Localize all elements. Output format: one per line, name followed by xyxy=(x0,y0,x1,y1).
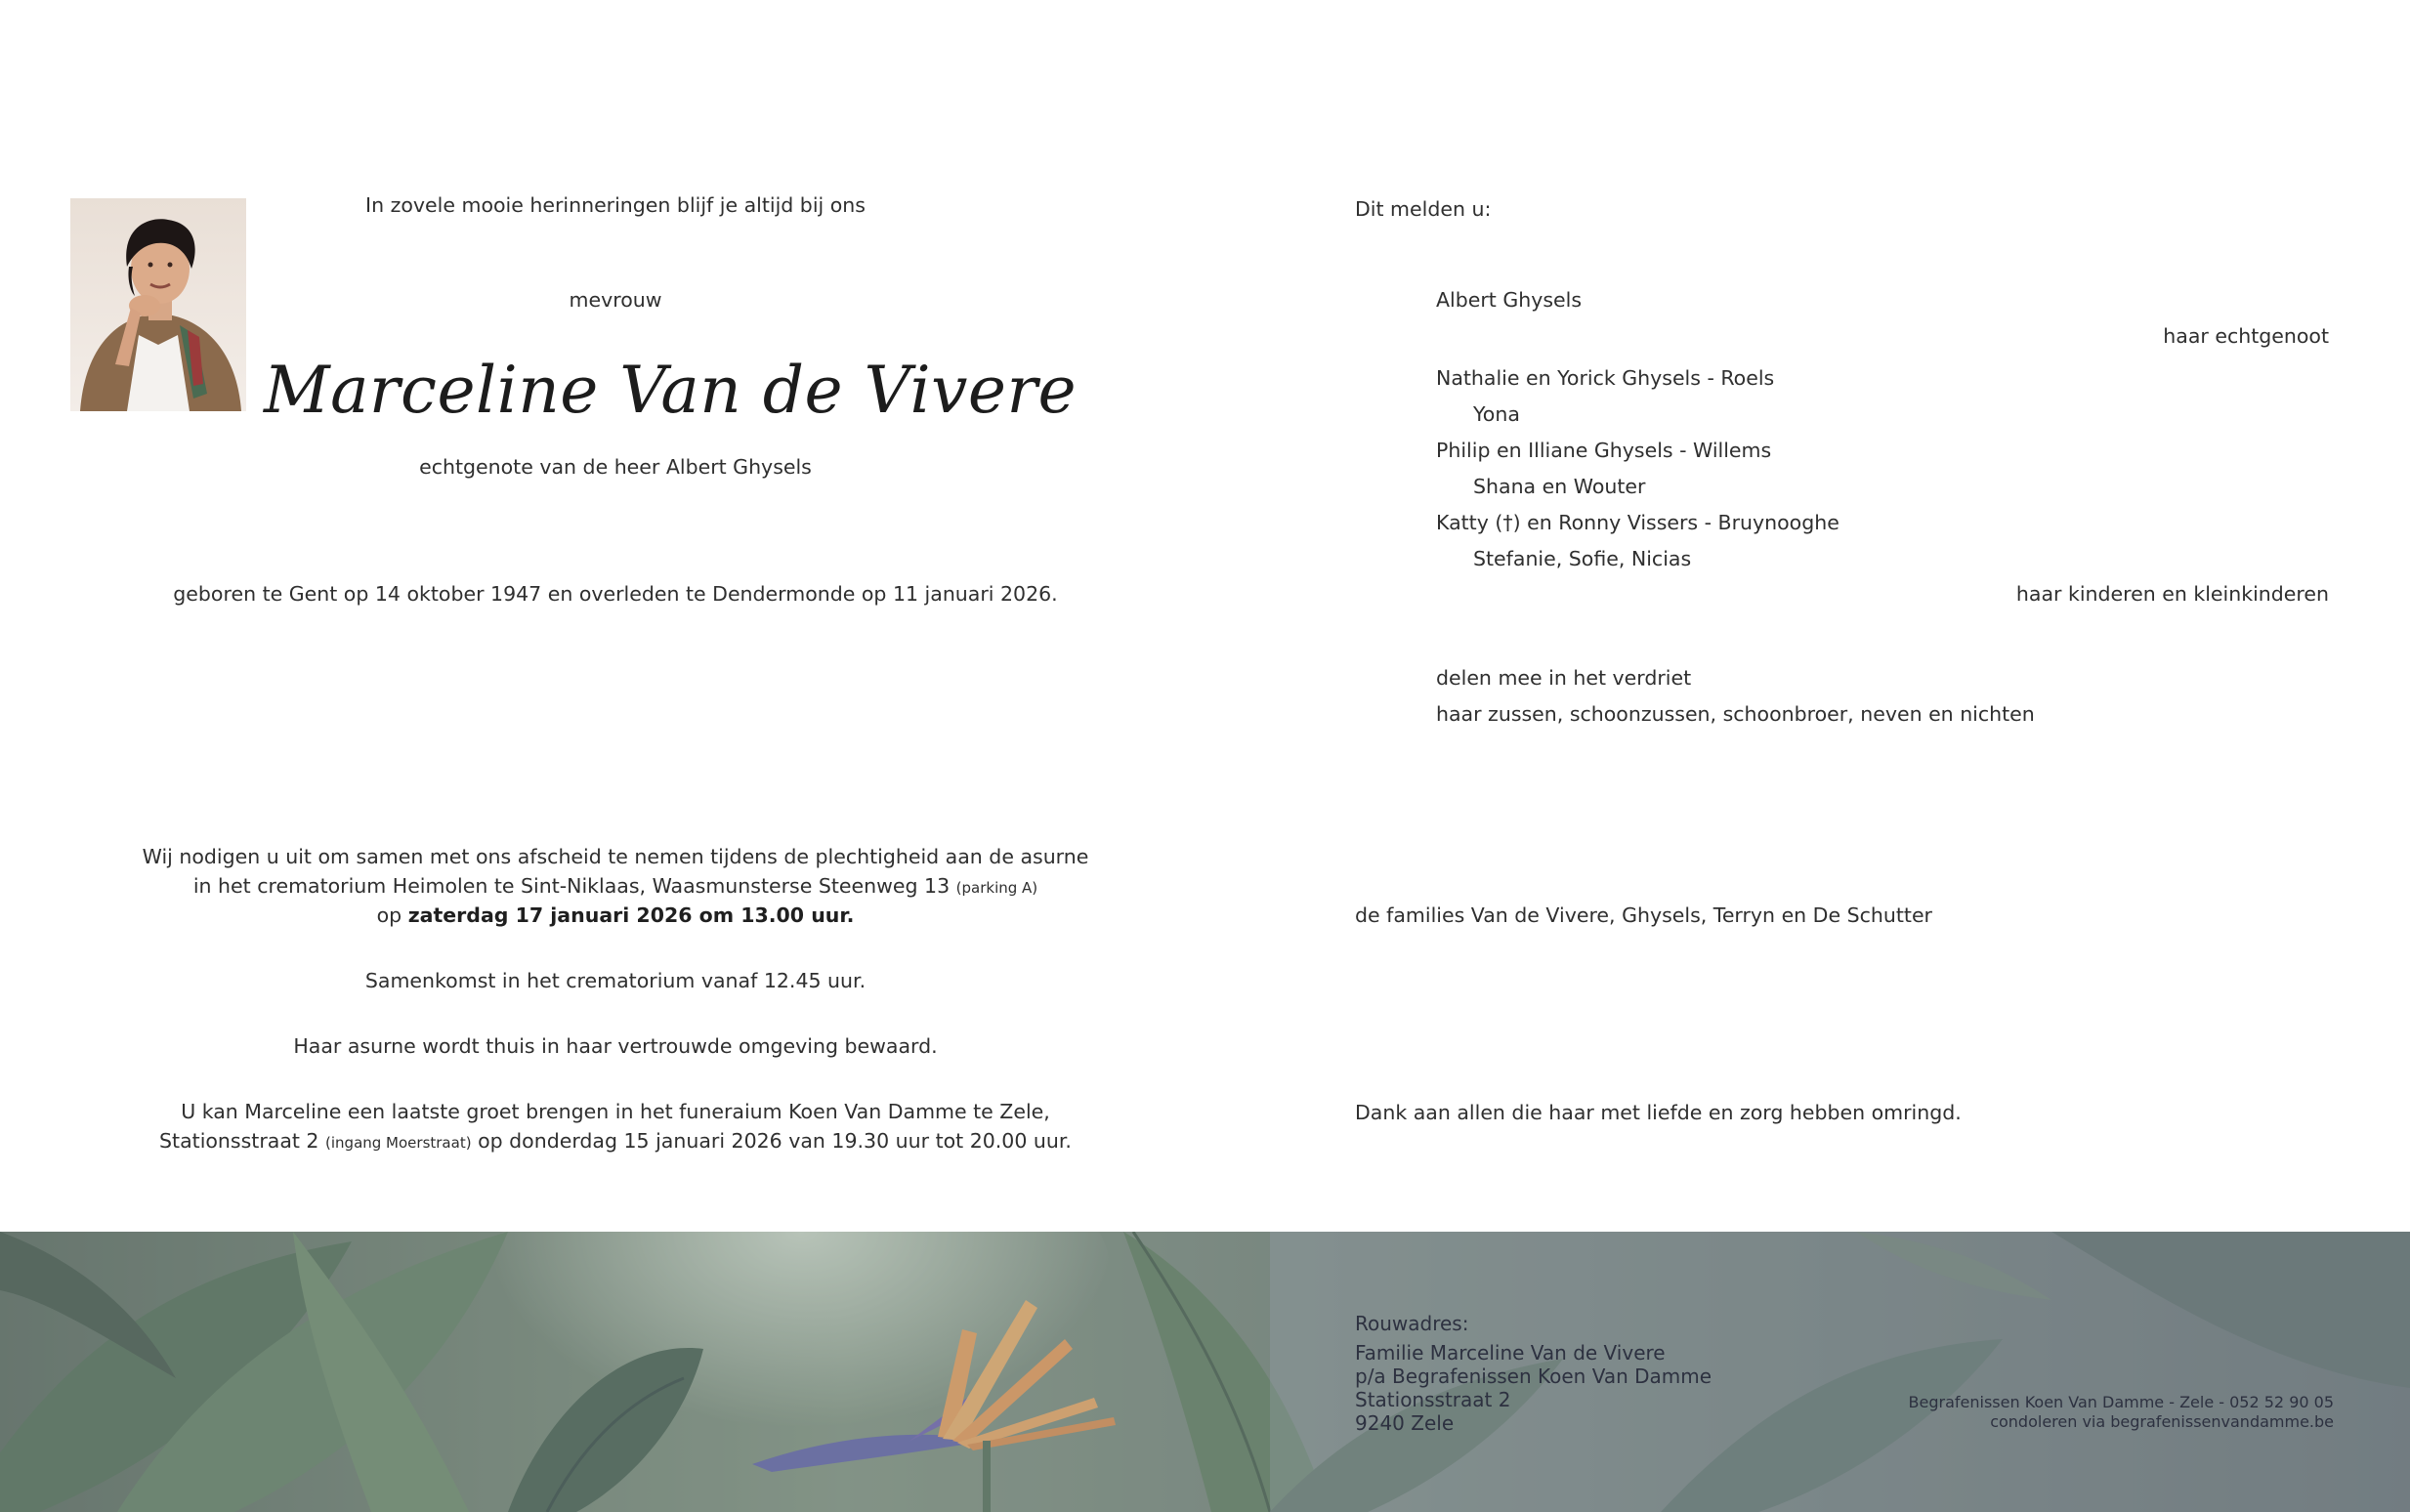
spouse-line: echtgenote van de heer Albert Ghysels xyxy=(419,455,812,479)
honorific: mevrouw xyxy=(569,288,662,312)
child-2-name: Philip en Illiane Ghysels - Willems xyxy=(1436,439,1772,462)
ceremony-location: in het crematorium Heimolen te Sint-Niklaas, Waasmunsterse Steenweg 13 xyxy=(192,874,951,898)
mourning-address-label: Rouwadres: xyxy=(1355,1312,1469,1335)
mourning-address-line: Familie Marceline Van de Vivere xyxy=(1355,1341,1666,1365)
ceremony-line-2 xyxy=(98,871,1133,903)
husband-role: haar echtgenoot xyxy=(2163,324,2329,348)
children-role: haar kinderen en kleinkinderen xyxy=(2015,582,2329,606)
ceremony-line-1: Wij nodigen u uit om samen met ons afscheid te nemen tijdens de plechtigheid aan de asurne xyxy=(142,845,1089,868)
announcement-intro: Dit melden u: xyxy=(1355,197,1492,221)
deceased-name: Marceline Van de Vivere xyxy=(264,353,1078,428)
ceremony-line-3 xyxy=(98,901,1133,930)
child-2-grandchildren: Shana en Wouter xyxy=(1473,475,1646,498)
visitation-address: Stationsstraat 2 xyxy=(159,1129,319,1153)
husband-name: Albert Ghysels xyxy=(1436,288,1583,312)
thanks-line: Dank aan allen die haar met liefde en zorg hebben omringd. xyxy=(1355,1101,1962,1124)
deceased-portrait xyxy=(70,198,246,411)
entrance-note: (ingang Moerstraat) xyxy=(325,1134,472,1152)
condolences-link[interactable]: condoleren via begrafenissenvandamme.be xyxy=(1990,1412,2334,1431)
parking-note: (parking A) xyxy=(955,879,1038,897)
child-1-grandchildren: Yona xyxy=(1473,402,1520,426)
birth-death-line: geboren te Gent op 14 oktober 1947 en overleden te Dendermonde op 11 januari 2026. xyxy=(173,582,1058,606)
sharing-line-2: haar zussen, schoonzussen, schoonbroer, neven en nichten xyxy=(1436,702,2035,726)
visitation-line-1: U kan Marceline een laatste groet brengen in het funeraium Koen Van Damme te Zele, xyxy=(181,1100,1050,1123)
mourning-address-line: p/a Begrafenissen Koen Van Damme xyxy=(1355,1365,1712,1388)
visitation-line-2 xyxy=(98,1126,1133,1157)
motto: In zovele mooie herinneringen blijf je altijd bij ons xyxy=(365,193,866,217)
mourning-address-line: Stationsstraat 2 xyxy=(1355,1388,1511,1411)
child-3-grandchildren: Stefanie, Sofie, Nicias xyxy=(1473,547,1692,570)
ceremony-date: zaterdag 17 januari 2026 om 13.00 uur. xyxy=(407,903,855,927)
child-1-name: Nathalie en Yorick Ghysels - Roels xyxy=(1436,366,1775,390)
visitation-time: op donderdag 15 januari 2026 van 19.30 uur tot 20.00 uur. xyxy=(478,1129,1072,1153)
urn-line: Haar asurne wordt thuis in haar vertrouwde omgeving bewaard. xyxy=(293,1034,938,1058)
tropical-leaves-image xyxy=(0,1232,2410,1512)
gathering-line: Samenkomst in het crematorium vanaf 12.45 uur. xyxy=(364,969,867,992)
funeral-home-contact: Begrafenissen Koen Van Damme - Zele - 052 52 90 05 xyxy=(1908,1393,2334,1411)
families-line: de families Van de Vivere, Ghysels, Terryn en De Schutter xyxy=(1355,903,1932,927)
floral-banner xyxy=(0,1232,2410,1512)
mourning-address-line: 9240 Zele xyxy=(1355,1411,1455,1435)
child-3-name: Katty (†) en Ronny Vissers - Bruynooghe xyxy=(1436,511,1839,534)
sharing-line-1: delen mee in het verdriet xyxy=(1436,666,1692,690)
ceremony-date-prefix: op xyxy=(376,903,402,927)
